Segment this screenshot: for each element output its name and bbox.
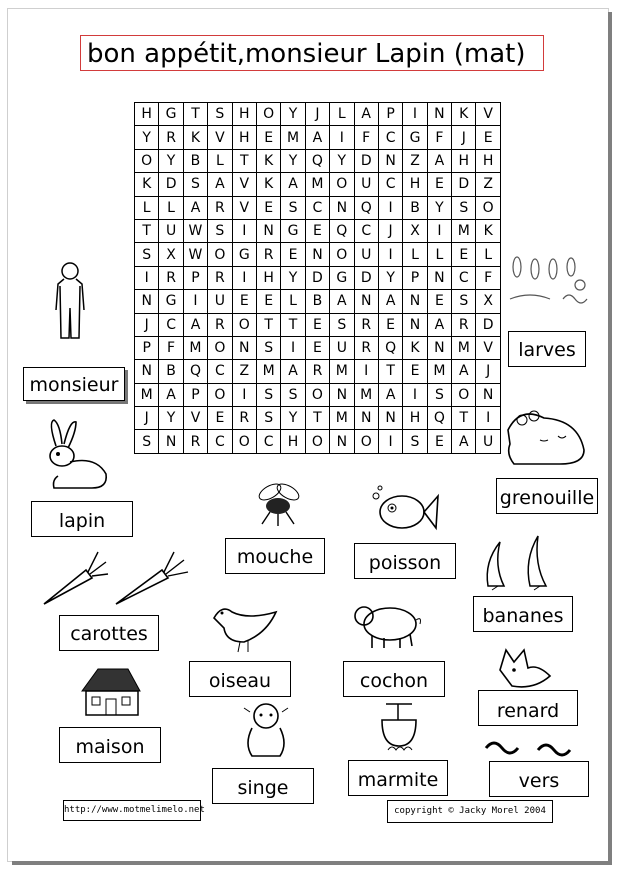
grid-row [135, 313, 501, 336]
grid-row [135, 149, 501, 172]
grid-cell[interactable]: L [159, 196, 183, 219]
grid-cell[interactable]: O [232, 430, 256, 453]
grid-cell[interactable]: Y [427, 196, 451, 219]
grid-cell[interactable]: A [305, 126, 329, 149]
page-shadow [608, 12, 612, 864]
grid-cell[interactable]: X [476, 290, 500, 313]
grid-cell[interactable]: D [159, 173, 183, 196]
word-search-grid [134, 102, 501, 454]
grid-cell[interactable]: V [232, 173, 256, 196]
grid-cell[interactable]: N [427, 103, 451, 126]
grid-cell[interactable]: T [135, 219, 159, 242]
grid-cell[interactable]: H [232, 103, 256, 126]
grid-cell[interactable]: M [256, 360, 280, 383]
grid-cell[interactable]: W [183, 243, 207, 266]
grid-cell[interactable]: O [208, 336, 232, 359]
cauldron-icon [376, 700, 422, 760]
grid-cell[interactable]: D [476, 313, 500, 336]
grid-cell[interactable]: R [208, 266, 232, 289]
page-title: bon appétit,monsieur Lapin (mat) [80, 35, 544, 71]
grid-cell[interactable]: E [305, 219, 329, 242]
grid-cell[interactable]: A [159, 383, 183, 406]
grid-cell[interactable]: N [256, 219, 280, 242]
grid-cell[interactable]: T [281, 313, 305, 336]
grid-row [135, 243, 501, 266]
grid-cell[interactable]: S [256, 336, 280, 359]
grid-cell[interactable]: Y [135, 126, 159, 149]
word-label-poisson: poisson [354, 543, 456, 579]
grid-cell[interactable]: A [281, 360, 305, 383]
grid-cell[interactable]: L [330, 103, 354, 126]
grid-cell[interactable]: L [135, 196, 159, 219]
grid-cell[interactable]: Q [305, 149, 329, 172]
grid-cell[interactable]: K [452, 103, 476, 126]
grid-cell[interactable]: C [354, 219, 378, 242]
grid-cell[interactable]: C [208, 430, 232, 453]
grid-cell[interactable]: N [427, 266, 451, 289]
grid-cell[interactable]: M [354, 383, 378, 406]
grid-cell[interactable]: B [403, 196, 427, 219]
grid-cell[interactable]: O [135, 149, 159, 172]
grid-cell[interactable]: Y [281, 103, 305, 126]
grid-cell[interactable]: U [159, 219, 183, 242]
grid-cell[interactable]: O [305, 430, 329, 453]
fish-icon [370, 484, 440, 538]
grid-cell[interactable]: Y [281, 266, 305, 289]
grid-cell[interactable]: H [403, 173, 427, 196]
grid-cell[interactable]: L [427, 243, 451, 266]
grid-cell[interactable]: A [378, 383, 402, 406]
grid-cell[interactable]: X [403, 219, 427, 242]
grid-cell[interactable]: T [452, 407, 476, 430]
grid-cell[interactable]: O [330, 173, 354, 196]
grid-cell[interactable]: N [330, 383, 354, 406]
grid-cell[interactable]: Y [159, 407, 183, 430]
grid-cell[interactable]: M [281, 126, 305, 149]
grid-cell[interactable]: D [305, 266, 329, 289]
grid-cell[interactable]: N [403, 290, 427, 313]
person-icon [52, 260, 88, 340]
grid-cell[interactable]: T [378, 360, 402, 383]
word-label-carottes: carottes [59, 615, 159, 651]
grid-cell[interactable]: H [452, 149, 476, 172]
grid-cell[interactable]: Z [232, 360, 256, 383]
word-label-maison: maison [59, 727, 161, 763]
grid-cell[interactable]: L [476, 243, 500, 266]
grid-cell[interactable]: S [281, 196, 305, 219]
grid-cell[interactable]: M [330, 360, 354, 383]
grid-cell[interactable]: N [427, 336, 451, 359]
grid-cell[interactable]: S [183, 173, 207, 196]
grid-cell[interactable]: E [427, 290, 451, 313]
grid-cell[interactable]: I [378, 430, 402, 453]
grid-cell[interactable]: E [427, 430, 451, 453]
grid-cell[interactable]: N [330, 196, 354, 219]
grid-row [135, 126, 501, 149]
grid-cell[interactable]: Y [281, 407, 305, 430]
grid-cell[interactable]: I [403, 383, 427, 406]
grid-cell[interactable]: I [183, 290, 207, 313]
grid-cell[interactable]: F [476, 266, 500, 289]
grid-cell[interactable]: I [330, 126, 354, 149]
grid-cell[interactable]: I [427, 219, 451, 242]
grid-cell[interactable]: G [330, 266, 354, 289]
word-label-lapin: lapin [31, 501, 133, 537]
grid-cell[interactable]: Q [183, 360, 207, 383]
grid-cell[interactable]: C [208, 360, 232, 383]
grid-row [135, 266, 501, 289]
grid-cell[interactable]: V [476, 103, 500, 126]
grid-cell[interactable]: H [281, 430, 305, 453]
grid-cell[interactable]: R [208, 196, 232, 219]
grid-cell[interactable]: M [452, 336, 476, 359]
grid-cell[interactable]: O [354, 430, 378, 453]
grid-cell[interactable]: W [183, 219, 207, 242]
grid-cell[interactable]: K [256, 149, 280, 172]
word-label-vers: vers [489, 761, 589, 797]
grid-cell[interactable]: P [183, 383, 207, 406]
grid-cell[interactable]: Y [330, 149, 354, 172]
grid-cell[interactable]: T [305, 407, 329, 430]
rabbit-icon [34, 418, 114, 493]
monkey-icon [234, 700, 300, 760]
grid-cell[interactable]: A [427, 149, 451, 172]
grid-cell[interactable]: T [183, 103, 207, 126]
grid-cell[interactable]: J [135, 407, 159, 430]
grid-cell[interactable]: H [135, 103, 159, 126]
page-shadow [12, 861, 612, 865]
fly-icon [248, 478, 310, 528]
grid-cell[interactable]: U [354, 243, 378, 266]
frog-icon [500, 400, 592, 470]
grid-cell[interactable]: G [159, 290, 183, 313]
grid-cell[interactable]: F [427, 126, 451, 149]
grid-cell[interactable]: M [305, 173, 329, 196]
grid-cell[interactable]: C [305, 196, 329, 219]
grid-cell[interactable]: M [135, 383, 159, 406]
grid-cell[interactable]: I [378, 196, 402, 219]
grid-cell[interactable]: H [256, 266, 280, 289]
grid-cell[interactable]: A [427, 313, 451, 336]
grid-cell[interactable]: Q [378, 336, 402, 359]
grid-cell[interactable]: P [183, 266, 207, 289]
grid-cell[interactable]: R [159, 266, 183, 289]
grid-cell[interactable]: U [208, 290, 232, 313]
grid-cell[interactable]: L [208, 149, 232, 172]
grid-cell[interactable]: R [452, 313, 476, 336]
grid-cell[interactable]: S [256, 383, 280, 406]
grid-cell[interactable]: Q [354, 196, 378, 219]
grid-cell[interactable]: C [159, 313, 183, 336]
grid-cell[interactable]: E [476, 126, 500, 149]
grid-cell[interactable]: V [232, 196, 256, 219]
grid-cell[interactable]: P [403, 266, 427, 289]
grid-cell[interactable]: E [378, 313, 402, 336]
website-link[interactable]: http://www.motmelimelo.net [63, 800, 201, 821]
word-label-bananes: bananes [473, 596, 573, 632]
grid-cell[interactable]: G [232, 243, 256, 266]
grid-cell[interactable]: V [183, 407, 207, 430]
grid-cell[interactable]: A [183, 196, 207, 219]
word-label-mouche: mouche [225, 538, 325, 574]
grid-cell[interactable]: J [135, 313, 159, 336]
grid-row [135, 383, 501, 406]
word-label-grenouille: grenouille [496, 478, 598, 514]
grid-cell[interactable]: S [208, 219, 232, 242]
worm-icon [482, 728, 582, 758]
grid-cell[interactable]: Q [330, 219, 354, 242]
grid-row [135, 360, 501, 383]
word-label-marmite: marmite [348, 760, 448, 796]
grid-row [135, 173, 501, 196]
grid-cell[interactable]: E [256, 196, 280, 219]
grid-cell[interactable]: E [427, 173, 451, 196]
grid-cell[interactable]: N [378, 149, 402, 172]
grid-cell[interactable]: N [135, 290, 159, 313]
grid-cell[interactable]: V [208, 126, 232, 149]
grid-cell[interactable]: M [427, 360, 451, 383]
grid-cell[interactable]: I [135, 266, 159, 289]
grid-cell[interactable]: G [403, 126, 427, 149]
grid-cell[interactable]: E [256, 126, 280, 149]
copyright-notice: copyright © Jacky Morel 2004 [387, 800, 553, 823]
grid-cell[interactable]: N [354, 290, 378, 313]
grid-cell[interactable]: L [403, 243, 427, 266]
grid-cell[interactable]: Y [159, 149, 183, 172]
word-label-larves: larves [508, 331, 586, 367]
grid-cell[interactable]: B [305, 290, 329, 313]
house-icon [78, 665, 144, 717]
grid-cell[interactable]: S [135, 430, 159, 453]
grid-cell[interactable]: I [378, 243, 402, 266]
grid-cell[interactable]: A [452, 360, 476, 383]
grid-row [135, 290, 501, 313]
grid-cell[interactable]: J [305, 103, 329, 126]
grid-cell[interactable]: C [378, 126, 402, 149]
grid-cell[interactable]: E [208, 407, 232, 430]
grid-cell[interactable]: E [305, 313, 329, 336]
grid-cell[interactable]: P [135, 336, 159, 359]
grid-cell[interactable]: R [208, 313, 232, 336]
grid-cell[interactable]: M [452, 219, 476, 242]
grid-cell[interactable]: K [135, 173, 159, 196]
grid-cell[interactable]: E [452, 243, 476, 266]
grid-cell[interactable]: R [183, 430, 207, 453]
grid-cell[interactable]: S [135, 243, 159, 266]
grid-cell[interactable]: I [403, 103, 427, 126]
grid-row [135, 336, 501, 359]
grid-cell[interactable]: Z [476, 173, 500, 196]
grid-cell[interactable]: O [208, 383, 232, 406]
fox-icon [494, 640, 556, 692]
grid-cell[interactable]: D [452, 173, 476, 196]
grid-cell[interactable]: F [354, 126, 378, 149]
grid-cell[interactable]: N [476, 383, 500, 406]
grid-cell[interactable]: Q [427, 407, 451, 430]
grid-cell[interactable]: E [232, 290, 256, 313]
grid-cell[interactable]: S [452, 196, 476, 219]
grid-cell[interactable]: X [159, 243, 183, 266]
carrot-icon [40, 548, 110, 608]
grid-cell[interactable]: I [232, 219, 256, 242]
grid-cell[interactable]: N [354, 407, 378, 430]
grid-cell[interactable]: V [476, 336, 500, 359]
grid-cell[interactable]: H [232, 126, 256, 149]
grid-cell[interactable]: N [378, 407, 402, 430]
grid-cell[interactable]: S [208, 103, 232, 126]
grid-cell[interactable]: A [354, 103, 378, 126]
grid-cell[interactable]: Y [281, 149, 305, 172]
larvae-icon [505, 255, 595, 310]
grid-cell[interactable]: U [354, 173, 378, 196]
grid-cell[interactable]: M [330, 407, 354, 430]
grid-cell[interactable]: E [403, 360, 427, 383]
grid-cell[interactable]: J [452, 126, 476, 149]
grid-row [135, 196, 501, 219]
grid-cell[interactable]: K [403, 336, 427, 359]
grid-cell[interactable]: S [256, 407, 280, 430]
grid-cell[interactable]: A [378, 290, 402, 313]
grid-cell[interactable]: K [256, 173, 280, 196]
grid-row [135, 219, 501, 242]
grid-cell[interactable]: T [232, 149, 256, 172]
grid-row [135, 407, 501, 430]
grid-cell[interactable]: N [330, 430, 354, 453]
grid-cell[interactable]: R [232, 407, 256, 430]
word-label-oiseau: oiseau [189, 661, 291, 697]
grid-cell[interactable]: P [378, 103, 402, 126]
grid-cell[interactable]: S [427, 383, 451, 406]
grid-cell[interactable]: H [403, 407, 427, 430]
grid-cell[interactable]: R [305, 360, 329, 383]
grid-cell[interactable]: U [330, 336, 354, 359]
grid-cell[interactable]: O [232, 313, 256, 336]
grid-cell[interactable]: M [183, 336, 207, 359]
grid-cell[interactable]: J [476, 360, 500, 383]
grid-cell[interactable]: K [183, 126, 207, 149]
grid-cell[interactable]: T [256, 313, 280, 336]
grid-cell[interactable]: O [452, 383, 476, 406]
grid-cell[interactable]: F [159, 336, 183, 359]
grid-cell[interactable]: Z [403, 149, 427, 172]
grid-cell[interactable]: Y [378, 266, 402, 289]
pig-icon [350, 594, 424, 652]
grid-row [135, 430, 501, 453]
grid-cell[interactable]: A [208, 173, 232, 196]
grid-cell[interactable]: A [281, 173, 305, 196]
grid-cell[interactable]: I [354, 360, 378, 383]
grid-cell[interactable]: O [330, 243, 354, 266]
grid-cell[interactable]: N [135, 360, 159, 383]
grid-cell[interactable]: N [403, 313, 427, 336]
grid-cell[interactable]: C [256, 430, 280, 453]
word-label-singe: singe [212, 768, 314, 804]
grid-cell[interactable]: L [281, 290, 305, 313]
grid-cell[interactable]: E [256, 290, 280, 313]
grid-cell[interactable]: S [452, 290, 476, 313]
grid-cell[interactable]: D [354, 149, 378, 172]
grid-cell[interactable]: J [378, 219, 402, 242]
grid-cell[interactable]: A [452, 430, 476, 453]
grid-cell[interactable]: B [183, 149, 207, 172]
grid-cell[interactable]: S [281, 383, 305, 406]
grid-cell[interactable]: K [476, 219, 500, 242]
banana-icon [478, 532, 564, 592]
grid-cell[interactable]: I [476, 407, 500, 430]
grid-cell[interactable]: C [452, 266, 476, 289]
grid-cell[interactable]: C [378, 173, 402, 196]
grid-cell[interactable]: N [305, 243, 329, 266]
grid-cell[interactable]: E [305, 336, 329, 359]
grid-cell[interactable]: R [256, 243, 280, 266]
grid-cell[interactable]: G [281, 219, 305, 242]
word-label-cochon: cochon [343, 661, 445, 697]
carrot-icon [112, 548, 192, 608]
grid-cell[interactable]: B [159, 360, 183, 383]
grid-cell[interactable]: I [281, 336, 305, 359]
grid-cell[interactable]: A [183, 313, 207, 336]
grid-cell[interactable]: E [281, 243, 305, 266]
grid-cell[interactable]: G [159, 103, 183, 126]
grid-cell[interactable]: O [305, 383, 329, 406]
grid-cell[interactable]: I [232, 266, 256, 289]
grid-cell[interactable]: S [330, 313, 354, 336]
grid-cell[interactable]: R [159, 126, 183, 149]
grid-cell[interactable]: H [476, 149, 500, 172]
bird-icon [208, 598, 282, 653]
grid-cell[interactable]: O [208, 243, 232, 266]
grid-cell[interactable]: A [330, 290, 354, 313]
grid-cell[interactable]: U [476, 430, 500, 453]
grid-cell[interactable]: R [354, 313, 378, 336]
word-label-monsieur: monsieur [23, 367, 125, 401]
grid-cell[interactable]: R [354, 336, 378, 359]
grid-cell[interactable]: D [354, 266, 378, 289]
word-label-renard: renard [478, 690, 578, 726]
grid-cell[interactable]: O [476, 196, 500, 219]
grid-cell[interactable]: S [403, 430, 427, 453]
grid-row [135, 103, 501, 126]
grid-cell[interactable]: N [159, 430, 183, 453]
grid-cell[interactable]: I [232, 383, 256, 406]
grid-cell[interactable]: O [256, 103, 280, 126]
grid-cell[interactable]: N [232, 336, 256, 359]
